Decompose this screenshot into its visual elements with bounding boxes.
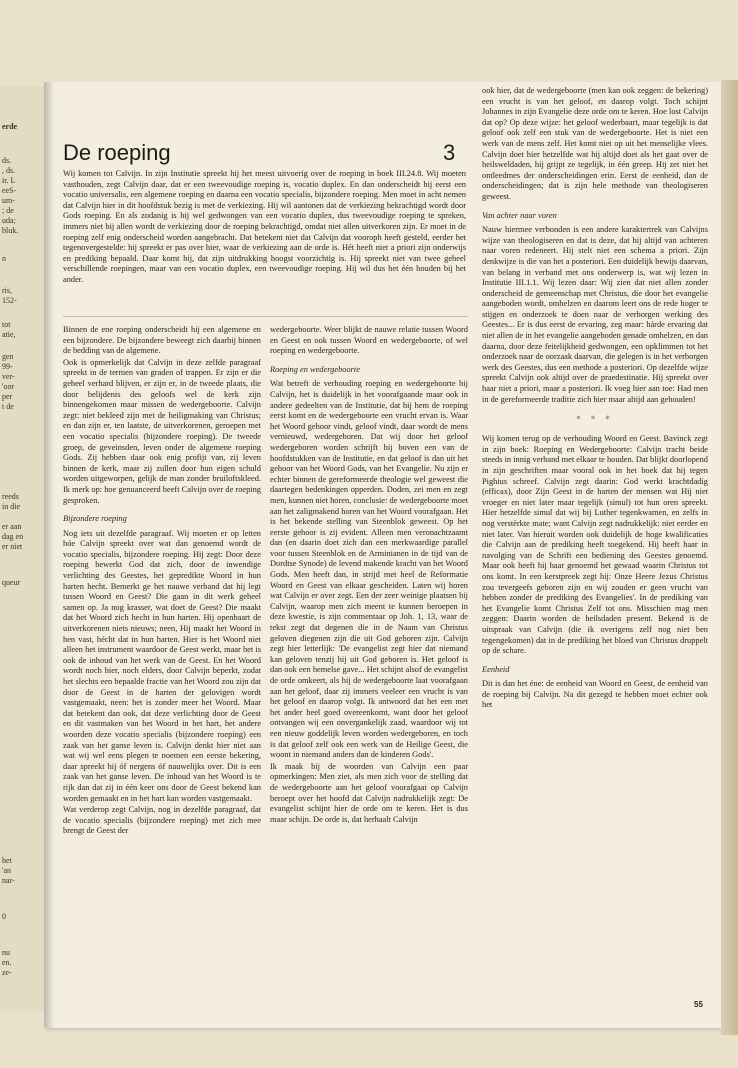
paragraph: ook hier, dat de wedergeboorte (men kan ook zeggen: de bekering) een vrucht is van het geloof, en daarop volgt. Toch schijnt Johannes in zijn Evangelie deze orde om te keren. Hoe lost Calvijn dat op? Op deze wijze: het geloof wederbaart, maar tegelijk is dat geloof ook zelf een stuk van de wedergeboorte. Het is niet een werk van de mens zelf. Het komt niet op uit het menselijke vlees. Calvijn doet hier hetzelfde wat hij altijd doet als het gaat over de heilsweldaden, hij grijpt ze tegelijk, in één greep. Hij zet niet het ontleedmes der onderscheidingen erin. Eerst de eenheid, dan de onderscheidingen; dat is zijn hele methode van theologiseren geweest. [482, 86, 708, 201]
paragraph: Binnen de ene roeping onderscheidt hij een algemene en een bijzondere. De bijzondere beweegt zich daarbij binnen de bedding van de algemene. [63, 325, 261, 356]
paragraph: Nauw hiermee verbonden is een andere karaktertrek van Calvijns wijze van theologiseren en dat is deze, dat hij altijd van achteren naar voren redeneert. Hij stelt niet een schema a priori. Zijn denkwijze is die van het a posteriori. Een duidelijk bewijs daarvan, van belang in verband met ons onderwerp is, wat wij lezen in Institutie III.1.1. Wij lezen daar: Wij zien dat niet allen zonder onderscheid de gemeenschap met Christus, die door het evangelie aangeboden wordt, omhelzen en daarom leert ons de rede hoger te stijgen en onderzoek te doen naar de verborgen werking des Geestes... Er is dus eerst de ervaring, zeg maar: hárde ervaring dat niet allen de in het evangelie aangeboden genade omhelzen, en dan daarna, door deze feitelijkheid gedwongen, een opklimmen tot het onderzoek naar de oorzaak daarvan, die gelegen is in het verborgen werk des Geestes, dus een methode a posteriori. Op dezelfde wijze spreekt Calvijn ook altijd over de praedestinatie. Hij spreekt over haar niet a priori, maar a posteriori. Ik voeg hier aan toe: Had men in de gereformeerde traditie zich hier maar altijd aan gehouden! [482, 225, 708, 404]
margin-fragment: gen 99- ver- 'oor per t de [2, 352, 15, 411]
section-break: * * * [576, 415, 614, 425]
margin-fragment: queur [2, 578, 21, 587]
margin-fragment: het 'an nar- [2, 856, 15, 885]
margin-fragment: ds. , ds. ir. L eeS- um- ; de uda; bluk. [2, 156, 19, 235]
paragraph: Ook is opmerkelijk dat Calvijn in deze zelfde paragraaf spreekt in de termen van graden of trappen. Er zijn er die geheel verhard blijven, er zijn er, in de tweede plaats, die door belijdenis des geloofs wel de kerk zijn binnengekomen maar missen de wedergeboorte. Calvijn zegt: niet bekleed zijn met de heiligmaking van Christus; en dan zijn er, ten laatste, de uitverkorenen, geroepen met een vocatio specialis (bijzondere roeping). De tweede groep, de geveinsden, leven onder de algemene roeping Gods. Zij hebben daar ook enig profijt van, zij leven binnen de kerk, maar zij zullen door hun eigen schuld worden uitgeworpen, gelijk de man zonder bruiloftskleed. Ik merk op: hoe genuanceerd heeft Calvijn over de roeping gesproken. [63, 357, 261, 505]
paragraph: Wat betreft de verhouding roeping en wedergeboorte bij Calvijn, het is duidelijk in het voorafgaande maar ook in andere gedeelten van de Institutie, dat bij hem de roeping eerst komt en de wedergeboorte een vrucht ervan is. Waar het Woord gehoor vindt, geloof vindt, daar wordt de mens vernieuwd, wedergeboren. Dat wij door het geloof wedergeboren worden schrijft hij boven een van de hoofdstukken van de Institutie, en dat geloof is dan uit het gehoor van het Woord Gods, van het Evangelie. Nu zijn er echter binnen de gereformeerde theologie wel geweest die daartegen bedenkingen opperden. Doden, zei men en zegt men, kunnen niet horen, conclusie: de wedergeboorte moet aan het zaligmakend horen van het Woord voorafgaan. Het is het bekende stelling van Steenblok geweest. Op het eerste gehoor is zij evident. Alleen men veronachtzaamt dan (en daarin doet zich dan een merkwaardige parallel voor tussen Steenblok en de Arminianen in de tijd van de Dordtse Synode) de levend makende kracht van het Woord Gods. Men heeft dan, in strijd met heel de Reformatie Woord en Geest van elkaar gescheiden. Laten wij horen wat Calvijn er over zegt. Een der zeer weinige plaatsen bij Calvijn, waarop men zich meent te kunnen beroepen in deze kwestie, is zijn commentaar op Joh. 1, 13, waar de tekst zegt dat degenen die in de Naam van Christus geloven diegenen zijn die uit God geboren zijn. Calvijn zegt hier letterlijk: 'De evangelist zegt hier dat niemand kan geloven tenzij hij uit God geboren is. Het geloof is dan ook een hemelse gave... Het schijnt alsof de evangelist de orde omkeert, als hij de wedergeboorte laat voorafgaan aan het geloof, daar zij immers veeleer een vrucht is van het geloof en daarop volgt. Ik antwoord dat het een met het ander heel goed overeenkomt, want door het geloof ontvangen wij een onvergankelijk zaad, waardoor wij tot een nieuw goddelijk leven worden wedergeboren, en toch is dat geloof zelf ook een werk van de Heilige Geest, die woont in niemand anders dan de kinderen Gods'. [270, 379, 468, 760]
column-middle [270, 325, 468, 826]
margin-fragment: nu en. ze- [2, 948, 12, 977]
paragraph: Wij komen terug op de verhouding Woord en Geest. Bavinck zegt in zijn boek: Roeping en Wedergeboorte: Calvijn tracht beide steeds in innig verband met elkaar te houden. Dat blijkt doorlopend in zijn geschriften maar vooral ook in het boek dat hij tegen Pighius schreef. Calvijn zegt daarin: God werkt krachtdadig (efficax), door Zijn Geest in de harten der mensen wat Hij niet vroeger en niet later maar tegelijk (simul) tot hun oren spreekt. Hier hetzelfde simul dat wij bij Luther tegenkwamen, en zelfs in nog verstèrkte mate; want Calvijn zegt nadrukkelijk: niet eerder en niet later. Van hieruit worden ook duidelijk de hoge kwalificaties die Calvijn aan de prediking heeft toegekend. Hij heeft haar in navolging van de Schrift een bediening des Geestes genoemd. Maar ook heeft hij haar genoemd het gewaad waarin Christus tot ons komt. In een kerstpreek zegt hij: Onze Heere Jezus Christus zou tevergeefs geboren zijn en wij zouden er geen vrucht van hebben zonder de prediking des Evangelies'. In de prediking van het Evangelie komt Christus Zelf tot ons. Misschien mag men zeggen: Daarin worden de heilsdaden present. Bekend is de uitspraak van Calvijn (die ik overigens zelf nog niet ben tegengekomen) dat in de prediking het bloed van Christus druppelt op de schare. [482, 434, 708, 656]
paragraph: Dit is dan het éne: de eenheid van Woord en Geest, de eenheid van de roeping bij Calvijn. Na dit gezegd te hebben moet echter ook het [482, 679, 708, 710]
margin-fragment: ris, 152- [2, 286, 17, 305]
margin-fragment: erde [2, 122, 18, 131]
column-right [482, 86, 708, 712]
page-edge-right [721, 80, 738, 1035]
paragraph: Wat verderop zegt Calvijn, nog in dezelfde paragraaf, dat de vocatio specialis (bijzondere roeping) met zich mee brengt de Geest der [63, 805, 261, 836]
subheading: Eenheid [482, 664, 510, 674]
paragraph: Ik maak bij de woorden van Calvijn een paar opmerkingen: Men ziet, als men zich voor de stelling dat de wedergeboorte aan het geloof voorafgaat op Calvijn beroept over het hoofd dat Calvijn nadrukkelijk zegt: De evangelist schijnt hier de orde om te keren. Het is dus maar schijn. De orde is, dat herhaalt Calvijn [270, 761, 468, 824]
intro-divider [63, 316, 468, 317]
article-title: De roeping [63, 140, 171, 165]
margin-fragment: n [2, 254, 6, 263]
paragraph: Nog iets uit dezelfde paragraaf. Wij moeten er op letten hóe Calvijn spreekt over wat dan genoemd wordt de vocatio specialis, bijzondere roeping. Hij zegt: Door deze roeping bewerkt God dat zich, door de inwendige verlichting des Geestes, het gepredikte Woord in hun harten hecht. Bemerkt ge het nauwe verband dat hij legt tussen Woord en Geest? Die gaan in dit werk geheel samen op. Ja nog krasser, wat doet de Geest? Die maakt dat het Woord zich hecht in hun harten. Hij openbaart de uitverkorenen niets nieuws; neen, Hij maakt het Woord in hen vast, hécht dat in hun harten. Hier is het Woord niet alleen het instrument waardoor de Geest werkt, maar het is ook de inhoud van het werk van de Geest. En het Woord wordt noch hier, noch elders, door Calvijn beperkt, zodat het slechts een bepaalde fractie van het Woord zou zijn dat door de Geest in de harten der gelovigen wordt vastgemaakt, neen: het is zonder meer het Woord. Maar dat betekent dan ook, dat deze verlichting door de Geest en dit vastmaken van het Woord in het hart, het andere woorden deze vocatio specialis (bijzondere roeping) een zaak van het ganse leven is. Calvijn denkt hier niet aan wat wij wel eens plegen te noemen een eerste bekering, daar spreekt hij óf nergens óf nauwelijks over. Dit is een zaak van het ganse leven. De inhoud van het Woord is te rijk dan dat zij in één keer ons door de Geest bekend kan worden gemaakt en in het hart kan worden vastgemaakt. [63, 528, 261, 803]
chapter-number: 3 [443, 140, 456, 165]
spine-shadow [44, 82, 54, 1028]
subheading: Van achter naar voren [482, 210, 557, 220]
subheading: Roeping en wedergeboorte [270, 364, 360, 374]
margin-fragment: 0 [2, 912, 6, 921]
page-number: 55 [694, 1000, 703, 1009]
subheading: Bijzondere roeping [63, 514, 127, 524]
paragraph: wedergeboorte. Weer blijkt de nauwe relatie tussen Woord en Geest en ook tussen Woord en wedergeboorte, of wel roeping en wedergeboorte. [270, 325, 468, 356]
previous-page-edge [0, 86, 45, 1011]
margin-fragment: er aan dag en er niet [2, 522, 24, 551]
margin-fragment: reeds in die [2, 492, 20, 511]
margin-fragment: tot atie, [2, 320, 16, 339]
article-intro: Wij komen tot Calvijn. In zijn Institutie spreekt hij het meest uitvoerig over de roeping in boek III.24.8. Wij moeten vasthouden, zegt Calvijn daar, dat er een tweevoudige roeping is, vocatio duplex. En dan onderscheidt hij eerst een vocatio universalis, een algemene roeping en daarna een vocatio specialis, bijzondere roeping. Men moet in acht nemen dat Calvijn hier in dit hoofdstuk bezig is met de verkiezing. Hij wil aantonen dat de verkiezing bekrachtigd wordt door Gods roeping. En als zodanig is hij wel gedwongen van een vocatio duplex, dus tweevoudige roeping te spreken, immers niet bij allen wordt de verkiezing door de roeping bekrachtigd, omdat niet allen uitverkoren zijn. Er moet in de roeping zelf enig onderscheid worden aangebracht. Dat betekent niet dat Calvijn dat vooroph heeft gesteld, eerder het tegenovergestelde: hij spreekt er pas over hier, waar de verkiezing aan de orde is. Hét heeft niet a priori zijn onderwijs en prediking bepaald. Daar komt bij, dat zijn uitdrukking hoogst voorzichtig is. Hij spreekt niet van twee geheel verschillende roepingen, maar van een vocatio duplex, een tweevoudige roeping. Hij wil dus het één houden bij het ander. [63, 169, 466, 284]
column-left [63, 325, 261, 838]
